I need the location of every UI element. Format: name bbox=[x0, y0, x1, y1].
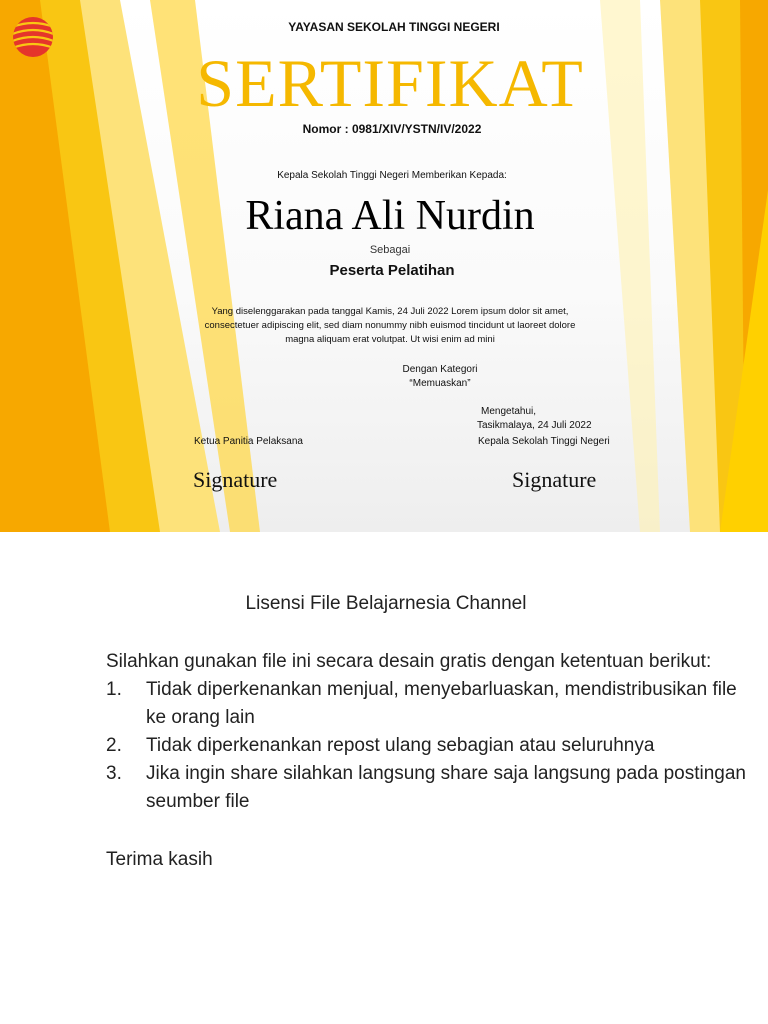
license-closing: Terima kasih bbox=[106, 849, 213, 870]
left-signer-title: Ketua Panitia Pelaksana bbox=[194, 436, 303, 447]
certificate-description: Yang diselenggarakan pada tanggal Kamis, 24 Juli 2022 Lorem ipsum dolor sit amet, consectetuer adipiscing elit, sed diam nonummy nibh euismod tincidunt ut laoreet dolore magna aliquam erat volutpat. Ut wisi enim ad mini bbox=[204, 306, 576, 345]
license-title: Lisensi File Belajarnesia Channel bbox=[245, 593, 527, 614]
certificate-intro: Kepala Sekolah Tinggi Negeri Memberikan Kepada: bbox=[277, 170, 507, 181]
list-item bbox=[106, 676, 746, 732]
place-date: Tasikmalaya, 24 Juli 2022 bbox=[477, 420, 592, 431]
list-number: 2. bbox=[106, 735, 122, 756]
recipient-role: Peserta Pelatihan bbox=[329, 262, 455, 279]
right-signer-title: Kepala Sekolah Tinggi Negeri bbox=[478, 436, 610, 447]
list-item bbox=[106, 760, 746, 816]
certificate-title: SERTIFIKAT bbox=[196, 45, 584, 121]
license-section bbox=[106, 590, 746, 874]
as-label: Sebagai bbox=[369, 244, 411, 256]
category-value: “Memuaskan” bbox=[409, 378, 471, 389]
list-text: Tidak diperkenankan menjual, menyebarluaskan, mendistribusikan file ke orang lain bbox=[146, 679, 737, 728]
license-rules bbox=[106, 676, 746, 816]
list-number: 1. bbox=[106, 679, 122, 700]
left-signature: Signature bbox=[193, 467, 278, 492]
list-text: Tidak diperkenankan repost ulang sebagian atau seluruhnya bbox=[146, 735, 655, 756]
certificate-number: Nomor : 0981/XIV/YSTN/IV/2022 bbox=[302, 122, 482, 136]
acknowledged-label: Mengetahui, bbox=[481, 406, 537, 417]
right-signature: Signature bbox=[512, 467, 597, 492]
category-label: Dengan Kategori bbox=[402, 364, 478, 375]
list-text: Jika ingin share silahkan langsung share saja langsung pada postingan seumber file bbox=[146, 763, 746, 812]
institution-name: YAYASAN SEKOLAH TINGGI NEGERI bbox=[288, 20, 500, 34]
license-intro: Silahkan gunakan file ini secara desain gratis dengan ketentuan berikut: bbox=[106, 651, 712, 672]
list-number: 3. bbox=[106, 763, 122, 784]
recipient-name: Riana Ali Nurdin bbox=[245, 193, 535, 239]
list-item bbox=[106, 732, 746, 760]
